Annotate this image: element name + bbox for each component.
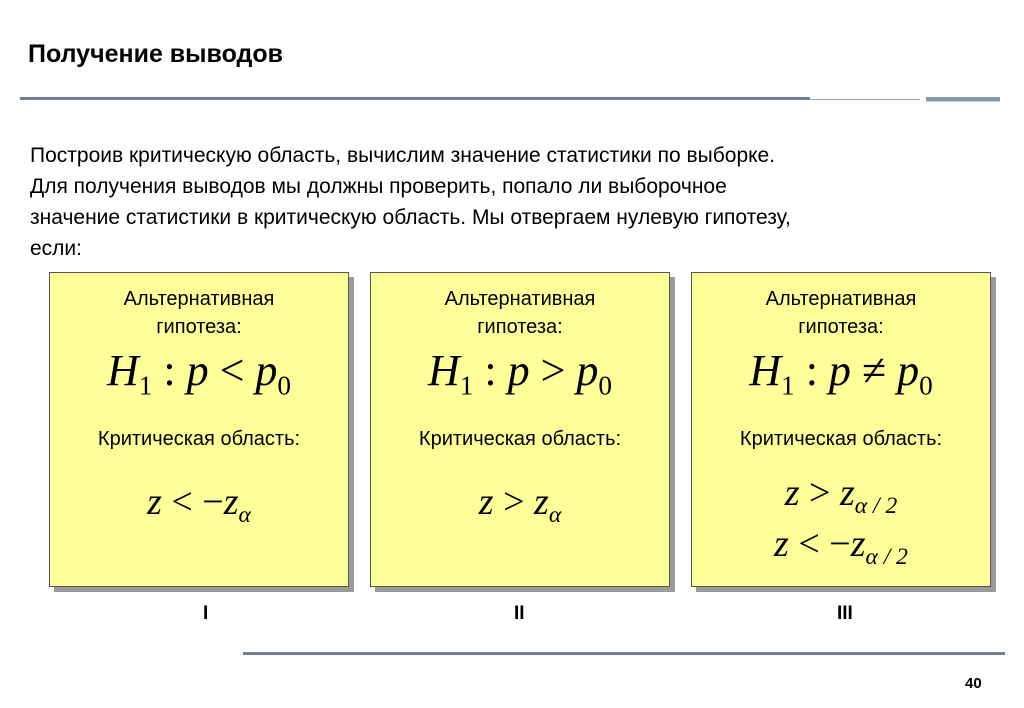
intro-line: если:	[30, 237, 82, 260]
alt-hypothesis-formula	[371, 345, 669, 412]
alt-hypothesis-label	[692, 285, 990, 341]
region-op: < −	[161, 481, 224, 523]
formula-h-sub: 1	[138, 370, 153, 401]
formula-colon: :	[473, 346, 508, 395]
hypothesis-box-3	[691, 272, 991, 587]
formula-p0: p	[576, 346, 599, 395]
alt-hypothesis-formula	[692, 345, 990, 412]
formula-p0-sub: 0	[919, 370, 933, 401]
region-op: >	[493, 481, 535, 523]
alt-label-line: Альтернативная	[123, 288, 275, 310]
formula-h: H	[106, 346, 139, 395]
region-lhs: z	[774, 523, 789, 565]
formula-h-sub: 1	[781, 370, 795, 401]
region-sub: α / 2	[865, 544, 908, 571]
region-sub: α / 2	[854, 493, 898, 520]
formula-p0-sub: 0	[598, 370, 613, 401]
formula-op: >	[529, 346, 577, 395]
alt-label-line: гипотеза:	[156, 316, 242, 338]
region-rhs: z	[839, 472, 855, 514]
intro-text	[30, 140, 990, 264]
critical-region-label: Критическая область:	[739, 428, 943, 450]
intro-line: значение статистики в критическую область. Мы отвергаем нулевую гипотезу,	[30, 206, 791, 229]
region-sub: α	[548, 502, 562, 529]
formula-p0: p	[255, 346, 278, 395]
slide-title: Получение выводов	[28, 40, 284, 68]
footer-rule	[243, 652, 1005, 655]
region-rhs: z	[223, 481, 239, 523]
critical-region-formula	[50, 478, 348, 539]
alt-hypothesis-label	[371, 285, 669, 341]
formula-h: H	[427, 346, 460, 395]
formula-colon: :	[152, 346, 187, 395]
case-label-2: II	[514, 603, 525, 624]
intro-line: Построив критическую область, вычислим значение статистики по выборке.	[30, 144, 776, 167]
alt-hypothesis-formula	[50, 345, 348, 412]
intro-line: Для получения выводов мы должны проверить, попало ли выборочное	[30, 175, 727, 198]
case-label-3: III	[837, 603, 853, 624]
hypothesis-box-2	[370, 272, 670, 587]
page-number: 40	[965, 675, 982, 692]
hypothesis-box-1	[49, 272, 349, 587]
critical-region-label: Критическая область:	[97, 428, 301, 450]
alt-label-line: Альтернативная	[765, 288, 917, 310]
critical-region-formula-lower	[692, 520, 990, 581]
alt-label-line: гипотеза:	[477, 316, 563, 338]
alt-label-line: Альтернативная	[444, 288, 596, 310]
formula-h-sub: 1	[459, 370, 474, 401]
formula-p: p	[507, 346, 530, 395]
formula-p0-sub: 0	[277, 370, 292, 401]
formula-op: <	[208, 346, 256, 395]
formula-p: p	[186, 346, 209, 395]
title-underline	[20, 97, 810, 100]
title-underline-thin	[810, 99, 920, 100]
region-op: < −	[788, 523, 851, 565]
region-rhs: z	[534, 481, 549, 523]
case-label-1: I	[203, 603, 209, 624]
region-rhs: z	[850, 523, 866, 565]
formula-p: p	[828, 346, 851, 395]
formula-colon: :	[794, 346, 829, 395]
formula-h: H	[749, 346, 782, 395]
region-sub: α	[238, 502, 251, 529]
alt-hypothesis-label	[50, 285, 348, 341]
region-lhs: z	[784, 472, 800, 514]
critical-region-label: Критическая область:	[418, 428, 622, 450]
title-underline-end	[926, 97, 1000, 102]
region-op: >	[799, 472, 840, 514]
alt-label-line: гипотеза:	[798, 316, 884, 338]
region-lhs: z	[478, 481, 494, 523]
formula-op: ≠	[850, 346, 898, 395]
formula-p0: p	[897, 346, 920, 395]
critical-region-formula	[371, 478, 669, 539]
region-lhs: z	[147, 481, 162, 523]
